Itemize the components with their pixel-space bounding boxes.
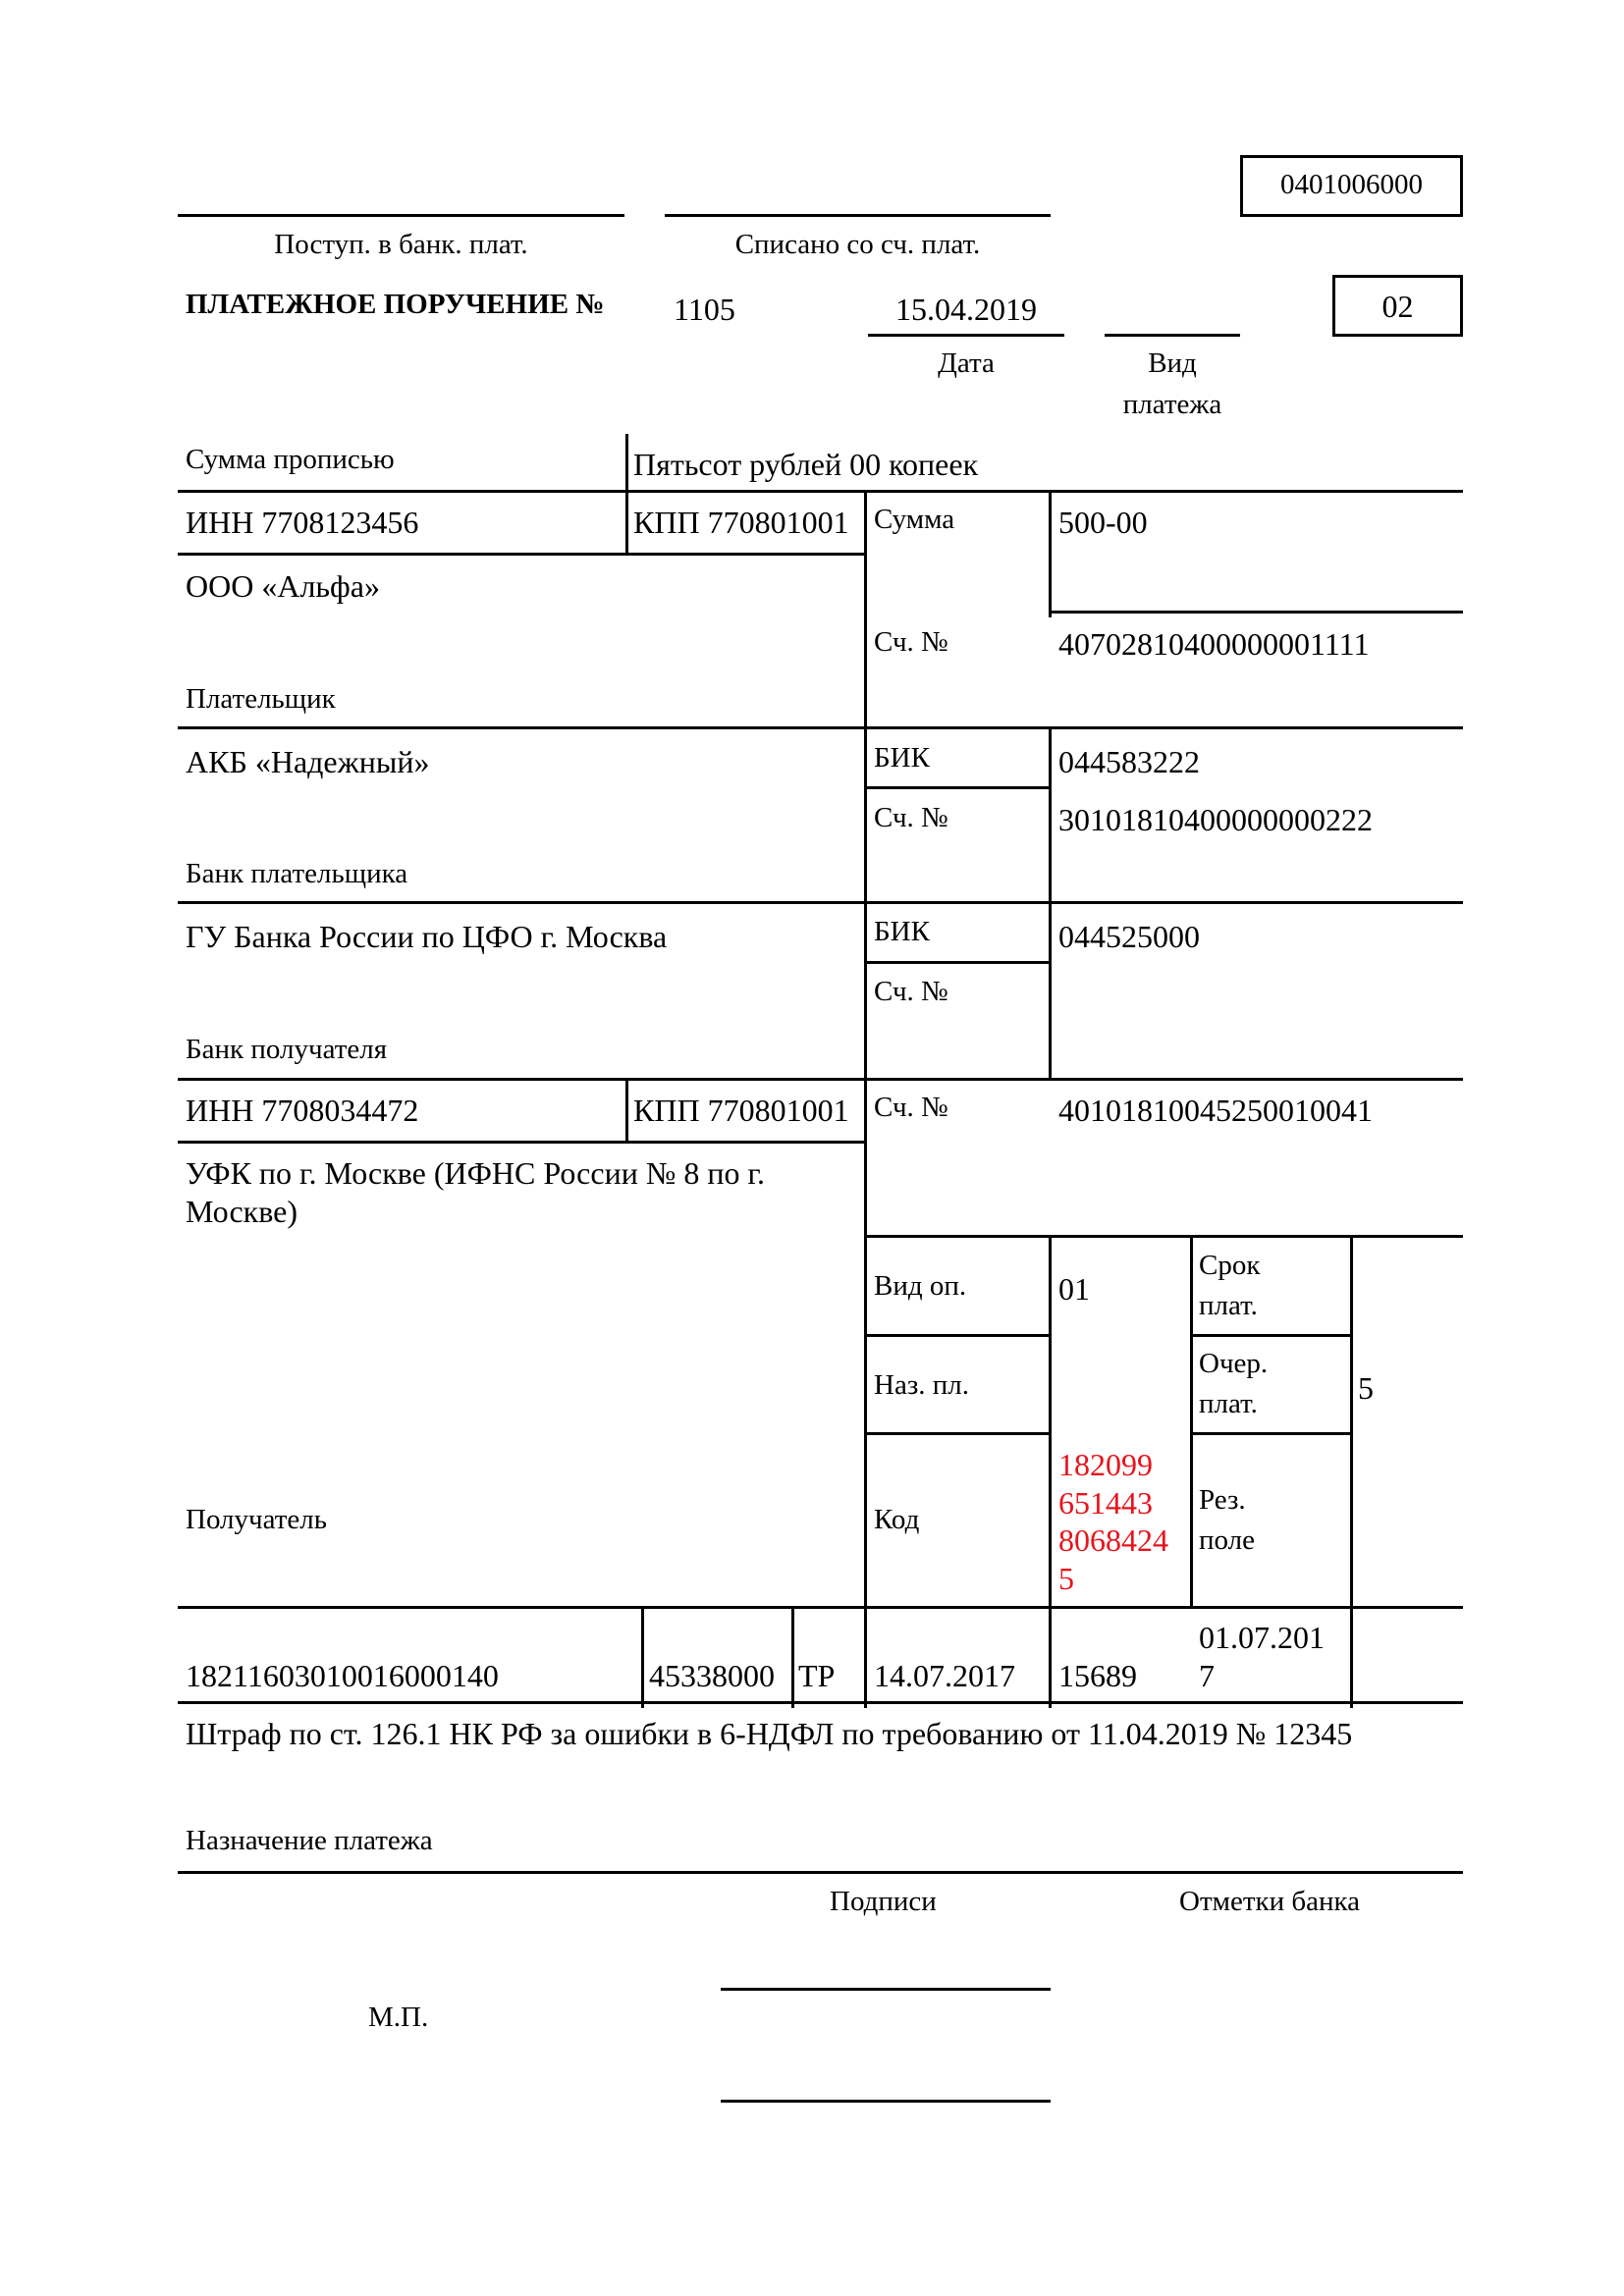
operation-type-label: Вид оп. <box>874 1270 967 1302</box>
sum-label: Сумма <box>874 504 955 535</box>
amount-words-label: Сумма прописью <box>186 444 395 475</box>
recipient-account-label: Сч. № <box>874 1092 948 1123</box>
debited-line <box>665 214 1051 217</box>
uin-value-3: 8068424 <box>1058 1522 1168 1558</box>
grid-line <box>864 1608 867 1708</box>
operation-type-value: 01 <box>1058 1271 1090 1307</box>
document-title: ПЛАТЕЖНОЕ ПОРУЧЕНИЕ № <box>186 289 605 320</box>
recipient-label: Получатель <box>186 1504 327 1535</box>
grid-line <box>866 1432 1049 1435</box>
grid-line <box>866 1235 1463 1238</box>
stamp-label: М.П. <box>368 2002 429 2033</box>
payer-label: Плательщик <box>186 683 336 715</box>
recipient-bank-name: ГУ Банка России по ЦФО г. Москва <box>186 919 668 954</box>
amount-words-value: Пятьсот рублей 00 копеек <box>633 447 979 482</box>
grid-line <box>1049 492 1052 617</box>
payment-type-line <box>1105 334 1240 337</box>
reserved-label: Рез. <box>1199 1484 1246 1516</box>
grid-line <box>1049 1235 1052 1708</box>
priority-label-2: плат. <box>1199 1388 1258 1419</box>
form-code: 0401006000 <box>1280 169 1423 200</box>
signature-line <box>721 1988 1051 1991</box>
date-line <box>868 334 1064 337</box>
grid-line <box>1049 611 1463 614</box>
grid-line <box>791 1608 794 1708</box>
uin-value-4: 5 <box>1058 1561 1074 1596</box>
oktmo-value: 45338000 <box>649 1658 775 1693</box>
grid-line <box>1192 1334 1350 1337</box>
document-number: 1105 <box>674 292 735 327</box>
grid-line <box>178 726 1463 729</box>
document-date-field-2: 7 <box>1199 1658 1215 1693</box>
grid-line <box>178 1606 1463 1609</box>
payer-bank-account-value: 30101810400000000222 <box>1058 802 1373 837</box>
due-label: Срок <box>1199 1250 1261 1281</box>
grid-line <box>641 1608 644 1708</box>
recipient-account-value: 40101810045250010041 <box>1058 1093 1373 1128</box>
grid-line <box>178 1078 1463 1081</box>
grid-line <box>178 553 866 556</box>
payer-inn: ИНН 7708123456 <box>186 505 419 540</box>
recipient-name-line-2: Москве) <box>186 1194 298 1229</box>
recipient-bank-account-label: Сч. № <box>874 976 948 1007</box>
recipient-bank-label: Банк получателя <box>186 1034 388 1065</box>
payer-account-value: 40702810400000001111 <box>1058 626 1370 662</box>
grid-line <box>866 786 1049 789</box>
grid-line <box>864 492 867 1607</box>
payment-basis: ТР <box>798 1658 836 1693</box>
reserved-label-2: поле <box>1199 1524 1255 1556</box>
kbk-value: 18211603010016000140 <box>186 1658 499 1693</box>
payer-bank-label: Банк плательщика <box>186 858 408 889</box>
payer-bank-bik-label: БИК <box>874 742 930 774</box>
debited-label: Списано со сч. плат. <box>734 229 981 260</box>
recipient-bank-bik-label: БИК <box>874 916 930 947</box>
payment-type-label: Вид <box>1148 347 1197 379</box>
date-label: Дата <box>938 347 995 379</box>
recipient-kpp: КПП 770801001 <box>633 1093 849 1128</box>
payer-name: ООО «Альфа» <box>186 568 380 604</box>
received-label: Поступ. в банк. плат. <box>274 229 528 260</box>
payer-bank-account-label: Сч. № <box>874 802 948 833</box>
uin-value: 182099 <box>1058 1447 1153 1482</box>
grid-line <box>1192 1432 1350 1435</box>
recipient-inn: ИНН 7708034472 <box>186 1093 419 1128</box>
payer-kpp: КПП 770801001 <box>633 505 849 540</box>
grid-line <box>178 901 1463 904</box>
uin-value-2: 651443 <box>1058 1485 1153 1521</box>
sum-value: 500-00 <box>1058 505 1148 540</box>
due-label-2: плат. <box>1199 1290 1258 1321</box>
grid-line <box>1049 728 1052 1080</box>
document-number-field: 15689 <box>1058 1658 1137 1693</box>
recipient-bank-bik-value: 044525000 <box>1058 919 1200 954</box>
payer-bank-name: АКБ «Надежный» <box>186 744 430 779</box>
payer-status: 02 <box>1381 289 1414 324</box>
bank-marks-label: Отметки банка <box>1179 1886 1361 1917</box>
grid-line <box>178 1141 866 1144</box>
recipient-name: УФК по г. Москве (ИФНС России № 8 по г. <box>186 1155 765 1191</box>
signatures-label: Подписи <box>830 1886 937 1917</box>
payment-type-label-2: платежа <box>1122 389 1222 420</box>
purpose-code-label: Наз. пл. <box>874 1369 970 1401</box>
grid-line <box>178 1871 1463 1874</box>
received-line <box>178 214 624 217</box>
payer-account-label: Сч. № <box>874 626 948 658</box>
signature-line-2 <box>721 2100 1051 2103</box>
tax-period: 14.07.2017 <box>874 1658 1015 1693</box>
priority-value: 5 <box>1358 1370 1374 1406</box>
grid-line <box>625 1080 628 1143</box>
grid-line <box>1190 1235 1193 1608</box>
grid-line <box>866 961 1049 964</box>
payer-bank-bik-value: 044583222 <box>1058 744 1200 779</box>
payment-purpose-label: Назначение платежа <box>186 1825 433 1856</box>
priority-label: Очер. <box>1199 1348 1269 1379</box>
grid-line <box>625 434 628 492</box>
grid-line <box>178 1701 1463 1704</box>
code-label: Код <box>874 1504 920 1535</box>
document-date: 15.04.2019 <box>895 292 1037 327</box>
payment-purpose-text: Штраф по ст. 126.1 НК РФ за ошибки в 6-НДФЛ по требованию от 11.04.2019 № 12345 <box>186 1716 1353 1751</box>
grid-line <box>1350 1235 1353 1708</box>
document-date-field: 01.07.201 <box>1199 1620 1325 1655</box>
grid-line <box>625 492 628 555</box>
grid-line <box>866 1334 1049 1337</box>
grid-line <box>178 490 1463 493</box>
